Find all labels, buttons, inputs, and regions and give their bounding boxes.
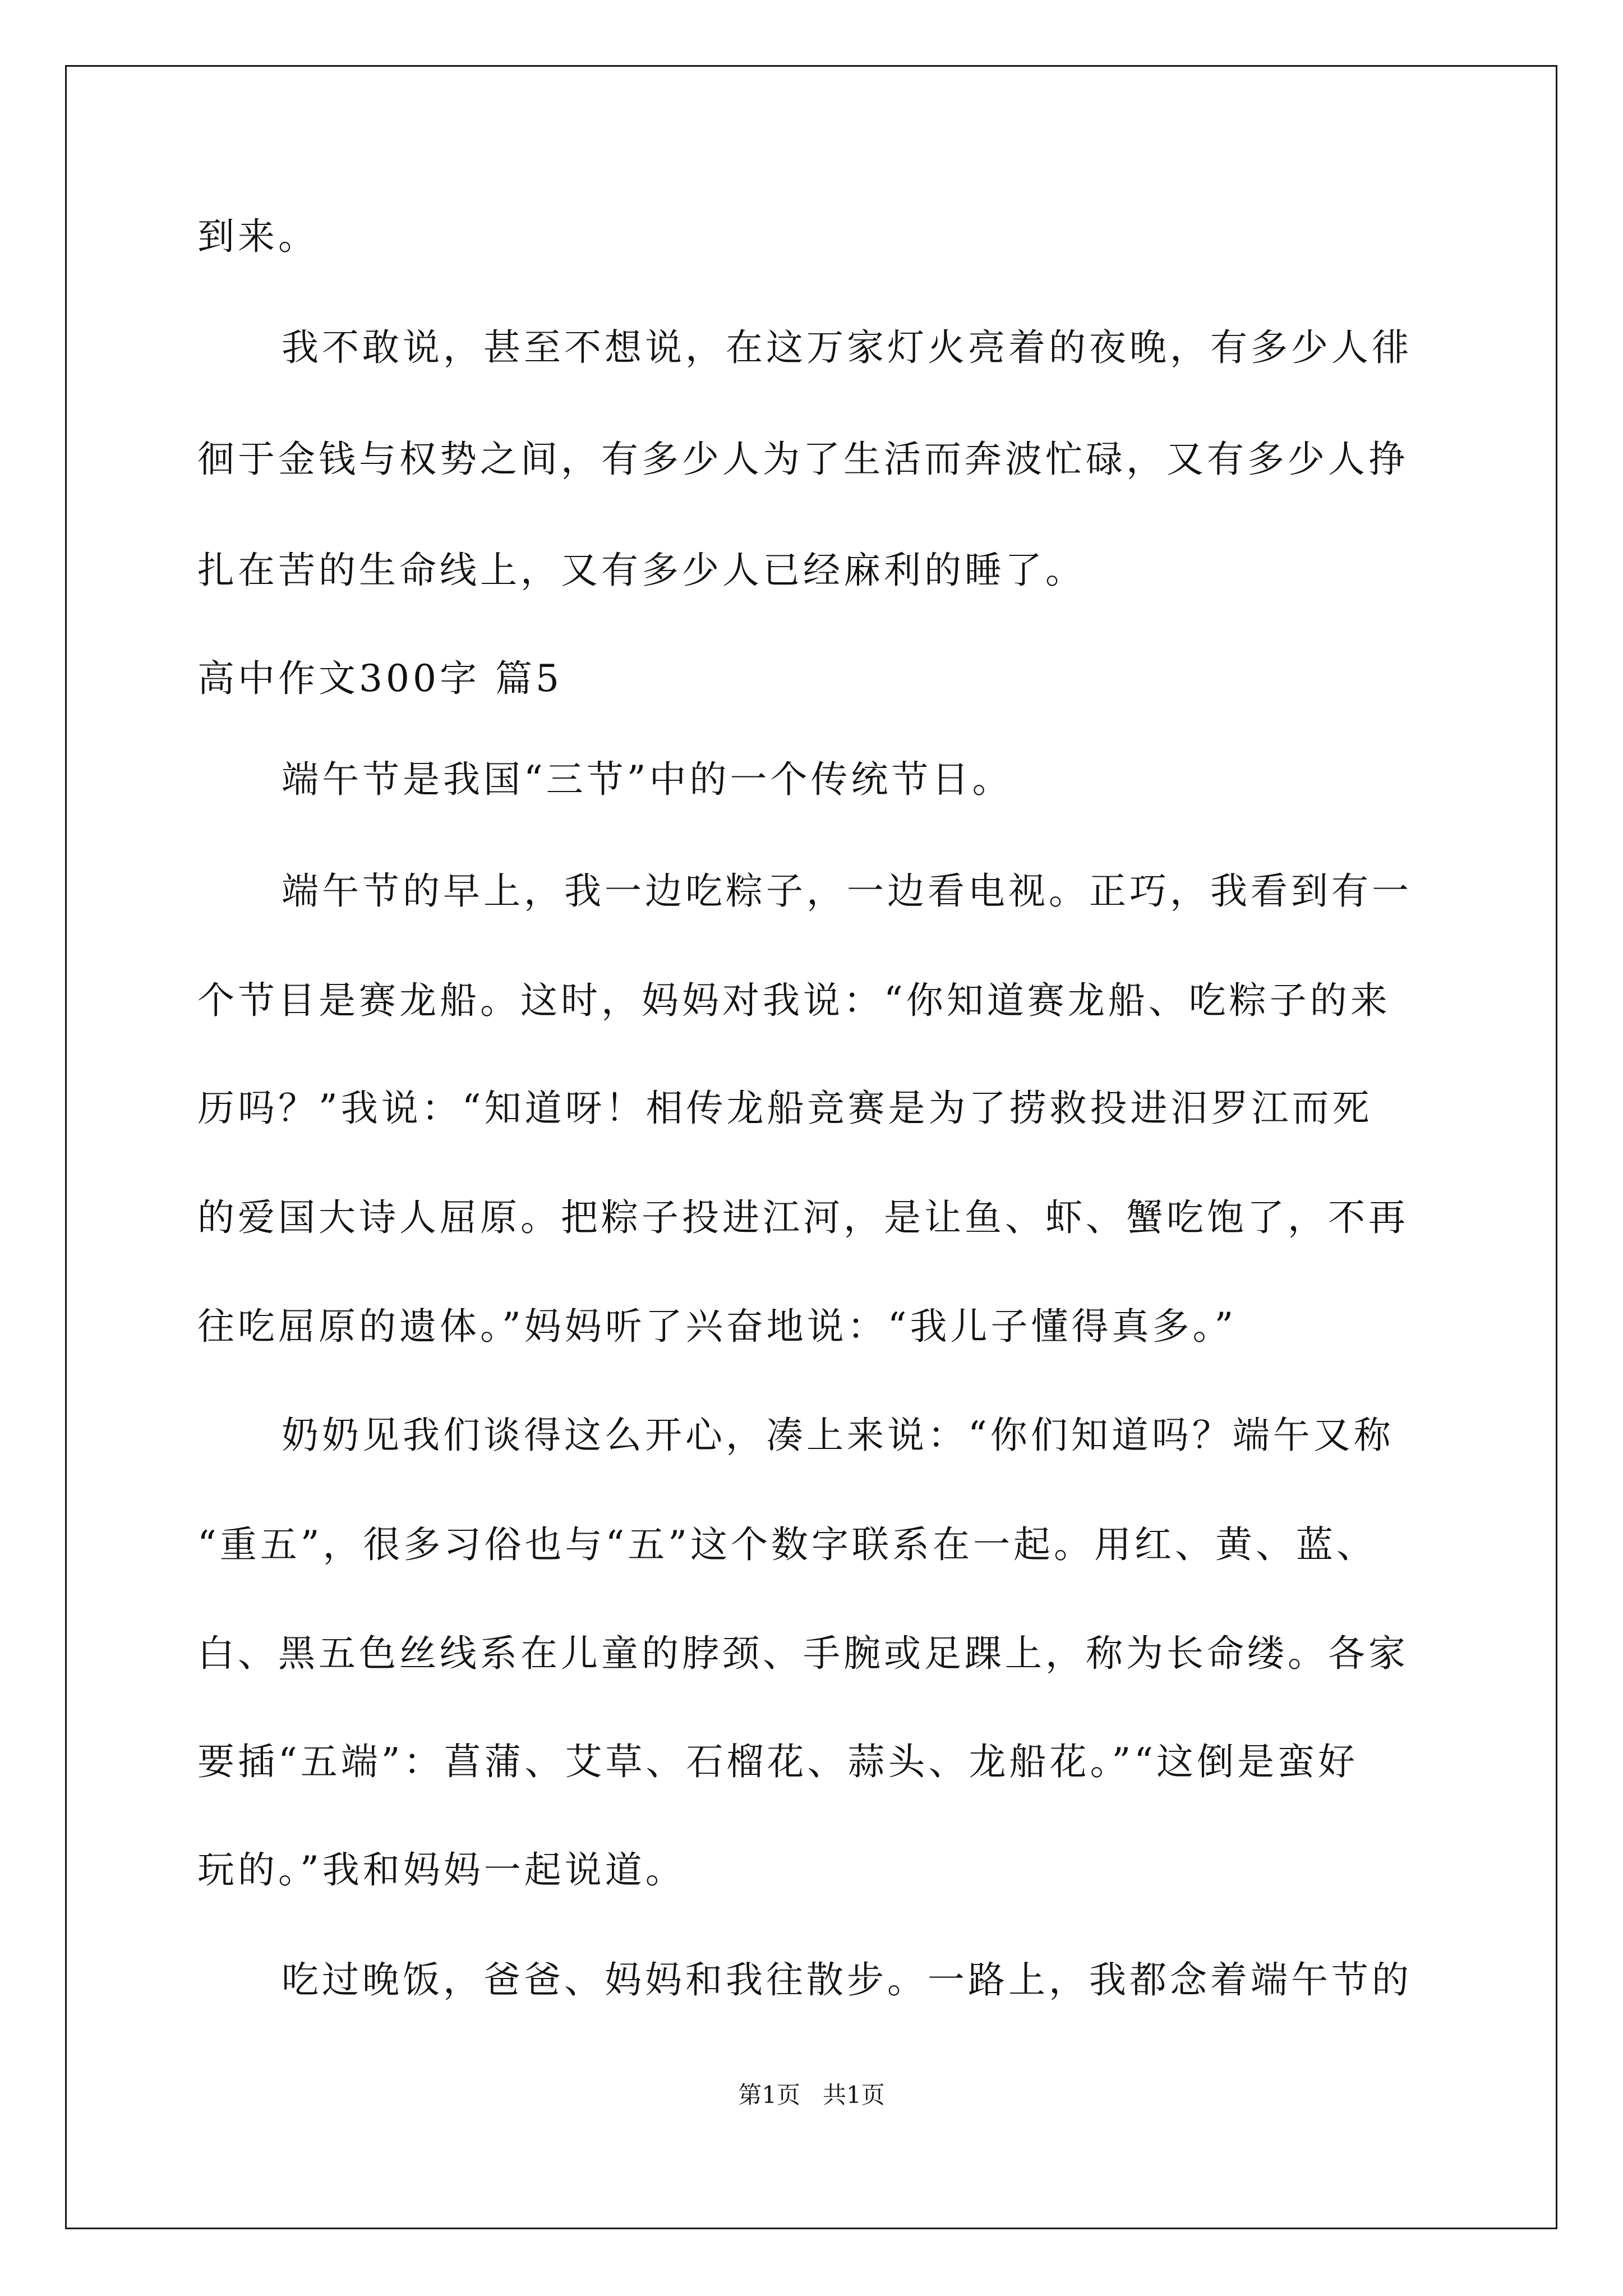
paragraph-line: 端午节是我国“三节”中的一个传统节日。 bbox=[282, 758, 1013, 801]
text-line: “重五”，很多习俗也与“五”这个数字联系在一起。用红、黄、蓝、 bbox=[197, 1523, 1377, 1566]
paragraph-line: 端午节的早上，我一边吃粽子，一边看电视。正巧，我看到有一 bbox=[282, 869, 1412, 913]
text-line: 白、黑五色丝线系在儿童的脖颈、手腕或足踝上，称为长命缕。各家 bbox=[197, 1632, 1409, 1675]
page-number: 第1页 共1页 bbox=[738, 2081, 885, 2109]
text-line: 徊于金钱与权势之间，有多少人为了生活而奔波忙碌，又有多少人挣 bbox=[197, 438, 1409, 481]
page-border bbox=[65, 65, 1557, 2229]
text-line: 玩的。”我和妈妈一起说道。 bbox=[197, 1848, 686, 1892]
paragraph-line: 我不敢说，甚至不想说，在这万家灯火亮着的夜晚，有多少人徘 bbox=[282, 326, 1412, 369]
text-line: 往吃屈原的遗体。”妈妈听了兴奋地说：“我儿子懂得真多。” bbox=[197, 1305, 1237, 1348]
paragraph-line: 吃过晚饭，爸爸、妈妈和我往散步。一路上，我都念着端午节的 bbox=[282, 1958, 1412, 2001]
text-line: 到来。 bbox=[197, 215, 319, 258]
section-heading: 高中作文300字 篇5 bbox=[197, 657, 562, 700]
paragraph-line: 奶奶见我们谈得这么开心，凑上来说：“你们知道吗？端午又称 bbox=[282, 1414, 1394, 1457]
text-line: 历吗？”我说：“知道呀！相传龙船竞赛是为了捞救投进汨罗江而死 bbox=[197, 1087, 1373, 1130]
text-line: 个节目是赛龙船。这时，妈妈对我说：“你知道赛龙船、吃粽子的来 bbox=[197, 979, 1391, 1022]
text-line: 的爱国大诗人屈原。把粽子投进江河，是让鱼、虾、蟹吃饱了，不再 bbox=[197, 1196, 1409, 1239]
text-line: 要插“五端”：菖蒲、艾草、石榴花、蒜头、龙船花。”“这倒是蛮好 bbox=[197, 1740, 1358, 1783]
text-line: 扎在苦的生命线上，又有多少人已经麻利的睡了。 bbox=[197, 549, 1086, 592]
